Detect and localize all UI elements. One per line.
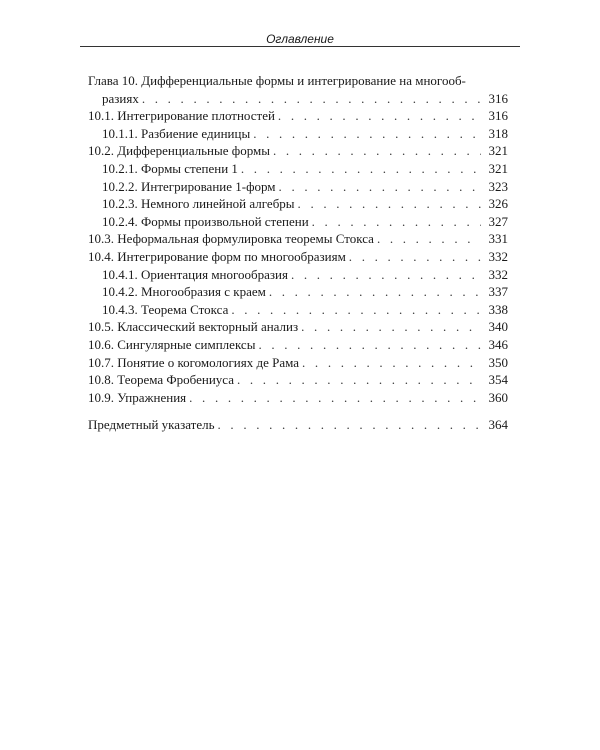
chapter-title-line2: разиях (102, 90, 139, 106)
dot-leader (302, 354, 481, 372)
dot-leader (279, 178, 481, 196)
toc-section-10-6 (88, 336, 508, 354)
toc-title: 10.2.4. Формы произвольной степени (102, 213, 309, 229)
toc-title: Предметный указатель (88, 417, 215, 433)
toc-subsection-10-2-4 (88, 213, 508, 231)
toc-section-10-5 (88, 318, 508, 336)
toc-page: 364 (488, 417, 508, 433)
toc-title: 10.2.3. Немного линейной алгебры (102, 196, 295, 212)
toc-section-10-4 (88, 248, 508, 266)
toc-page: 331 (488, 231, 508, 247)
toc-page: 326 (488, 196, 508, 212)
toc-section-10-7 (88, 354, 508, 372)
table-of-contents (88, 72, 508, 434)
toc-section-10-8 (88, 371, 508, 389)
dot-leader (241, 160, 481, 178)
toc-title: 10.3. Неформальная формулировка теоремы Стокса (88, 231, 374, 247)
toc-title: 10.2.2. Интегрирование 1-форм (102, 178, 276, 194)
toc-page: 321 (488, 143, 508, 159)
dot-leader (273, 142, 481, 160)
toc-title: 10.4.2. Многообразия с краем (102, 284, 266, 300)
toc-title: 10.7. Понятие о когомологиях де Рама (88, 354, 300, 370)
toc-section-10-9 (88, 389, 508, 407)
chapter-title: Глава 10. Дифференциальные формы и интегрирование на многооб- (88, 73, 466, 88)
toc-title: 10.4.3. Теорема Стокса (102, 301, 229, 317)
toc-page: 350 (488, 354, 508, 370)
toc-page: 346 (488, 336, 508, 352)
toc-title: 10.6. Сингулярные симплексы (88, 336, 256, 352)
chapter-page: 316 (488, 90, 508, 106)
toc-title: 10.5. Классический векторный анализ (88, 319, 299, 335)
toc-page: 354 (488, 372, 508, 388)
toc-subsection-10-2-2 (88, 178, 508, 196)
dot-leader (298, 195, 481, 213)
toc-title: 10.9. Упражнения (88, 389, 187, 405)
header-rule (80, 46, 520, 47)
toc-page: 332 (488, 248, 508, 264)
toc-subsection-10-2-1 (88, 160, 508, 178)
toc-page: 318 (488, 125, 508, 141)
toc-page: 323 (488, 178, 508, 194)
toc-section-10-2 (88, 142, 508, 160)
toc-page: 321 (488, 160, 508, 176)
chapter-title-continuation (88, 90, 508, 108)
dot-leader (269, 283, 481, 301)
toc-page: 337 (488, 284, 508, 300)
dot-leader (312, 213, 481, 231)
toc-section-10-3 (88, 230, 508, 248)
toc-title: 10.2.1. Формы степени 1 (102, 160, 238, 176)
dot-leader (278, 107, 481, 125)
dot-leader (253, 125, 481, 143)
dot-leader (189, 389, 481, 407)
toc-title: 10.1. Интегрирование плотностей (88, 108, 275, 124)
toc-subsection-10-4-1 (88, 266, 508, 284)
toc-subsection-10-1-1 (88, 125, 508, 143)
running-head: Оглавление (266, 32, 334, 46)
dot-leader (349, 248, 481, 266)
dot-leader (237, 371, 481, 389)
toc-subsection-10-4-2 (88, 283, 508, 301)
toc-subsection-10-2-3 (88, 195, 508, 213)
dot-leader (258, 336, 481, 354)
toc-page: 338 (488, 301, 508, 317)
toc-index-entry (88, 416, 508, 434)
toc-subsection-10-4-3 (88, 301, 508, 319)
toc-page: 332 (488, 266, 508, 282)
toc-page: 340 (488, 319, 508, 335)
dot-leader (301, 318, 481, 336)
toc-title: 10.1.1. Разбиение единицы (102, 125, 251, 141)
toc-section-10-1 (88, 107, 508, 125)
toc-title: 10.4. Интегрирование форм по многообразиям (88, 248, 346, 264)
toc-page: 327 (488, 213, 508, 229)
dot-leader (231, 301, 481, 319)
spacer (88, 406, 508, 416)
toc-page: 360 (488, 389, 508, 405)
toc-title: 10.8. Теорема Фробениуса (88, 372, 234, 388)
dot-leader (377, 230, 481, 248)
dot-leader (142, 90, 481, 108)
dot-leader (291, 266, 481, 284)
dot-leader (218, 416, 481, 434)
toc-title: 10.2. Дифференциальные формы (88, 143, 270, 159)
toc-title: 10.4.1. Ориентация многообразия (102, 266, 288, 282)
toc-page: 316 (488, 108, 508, 124)
